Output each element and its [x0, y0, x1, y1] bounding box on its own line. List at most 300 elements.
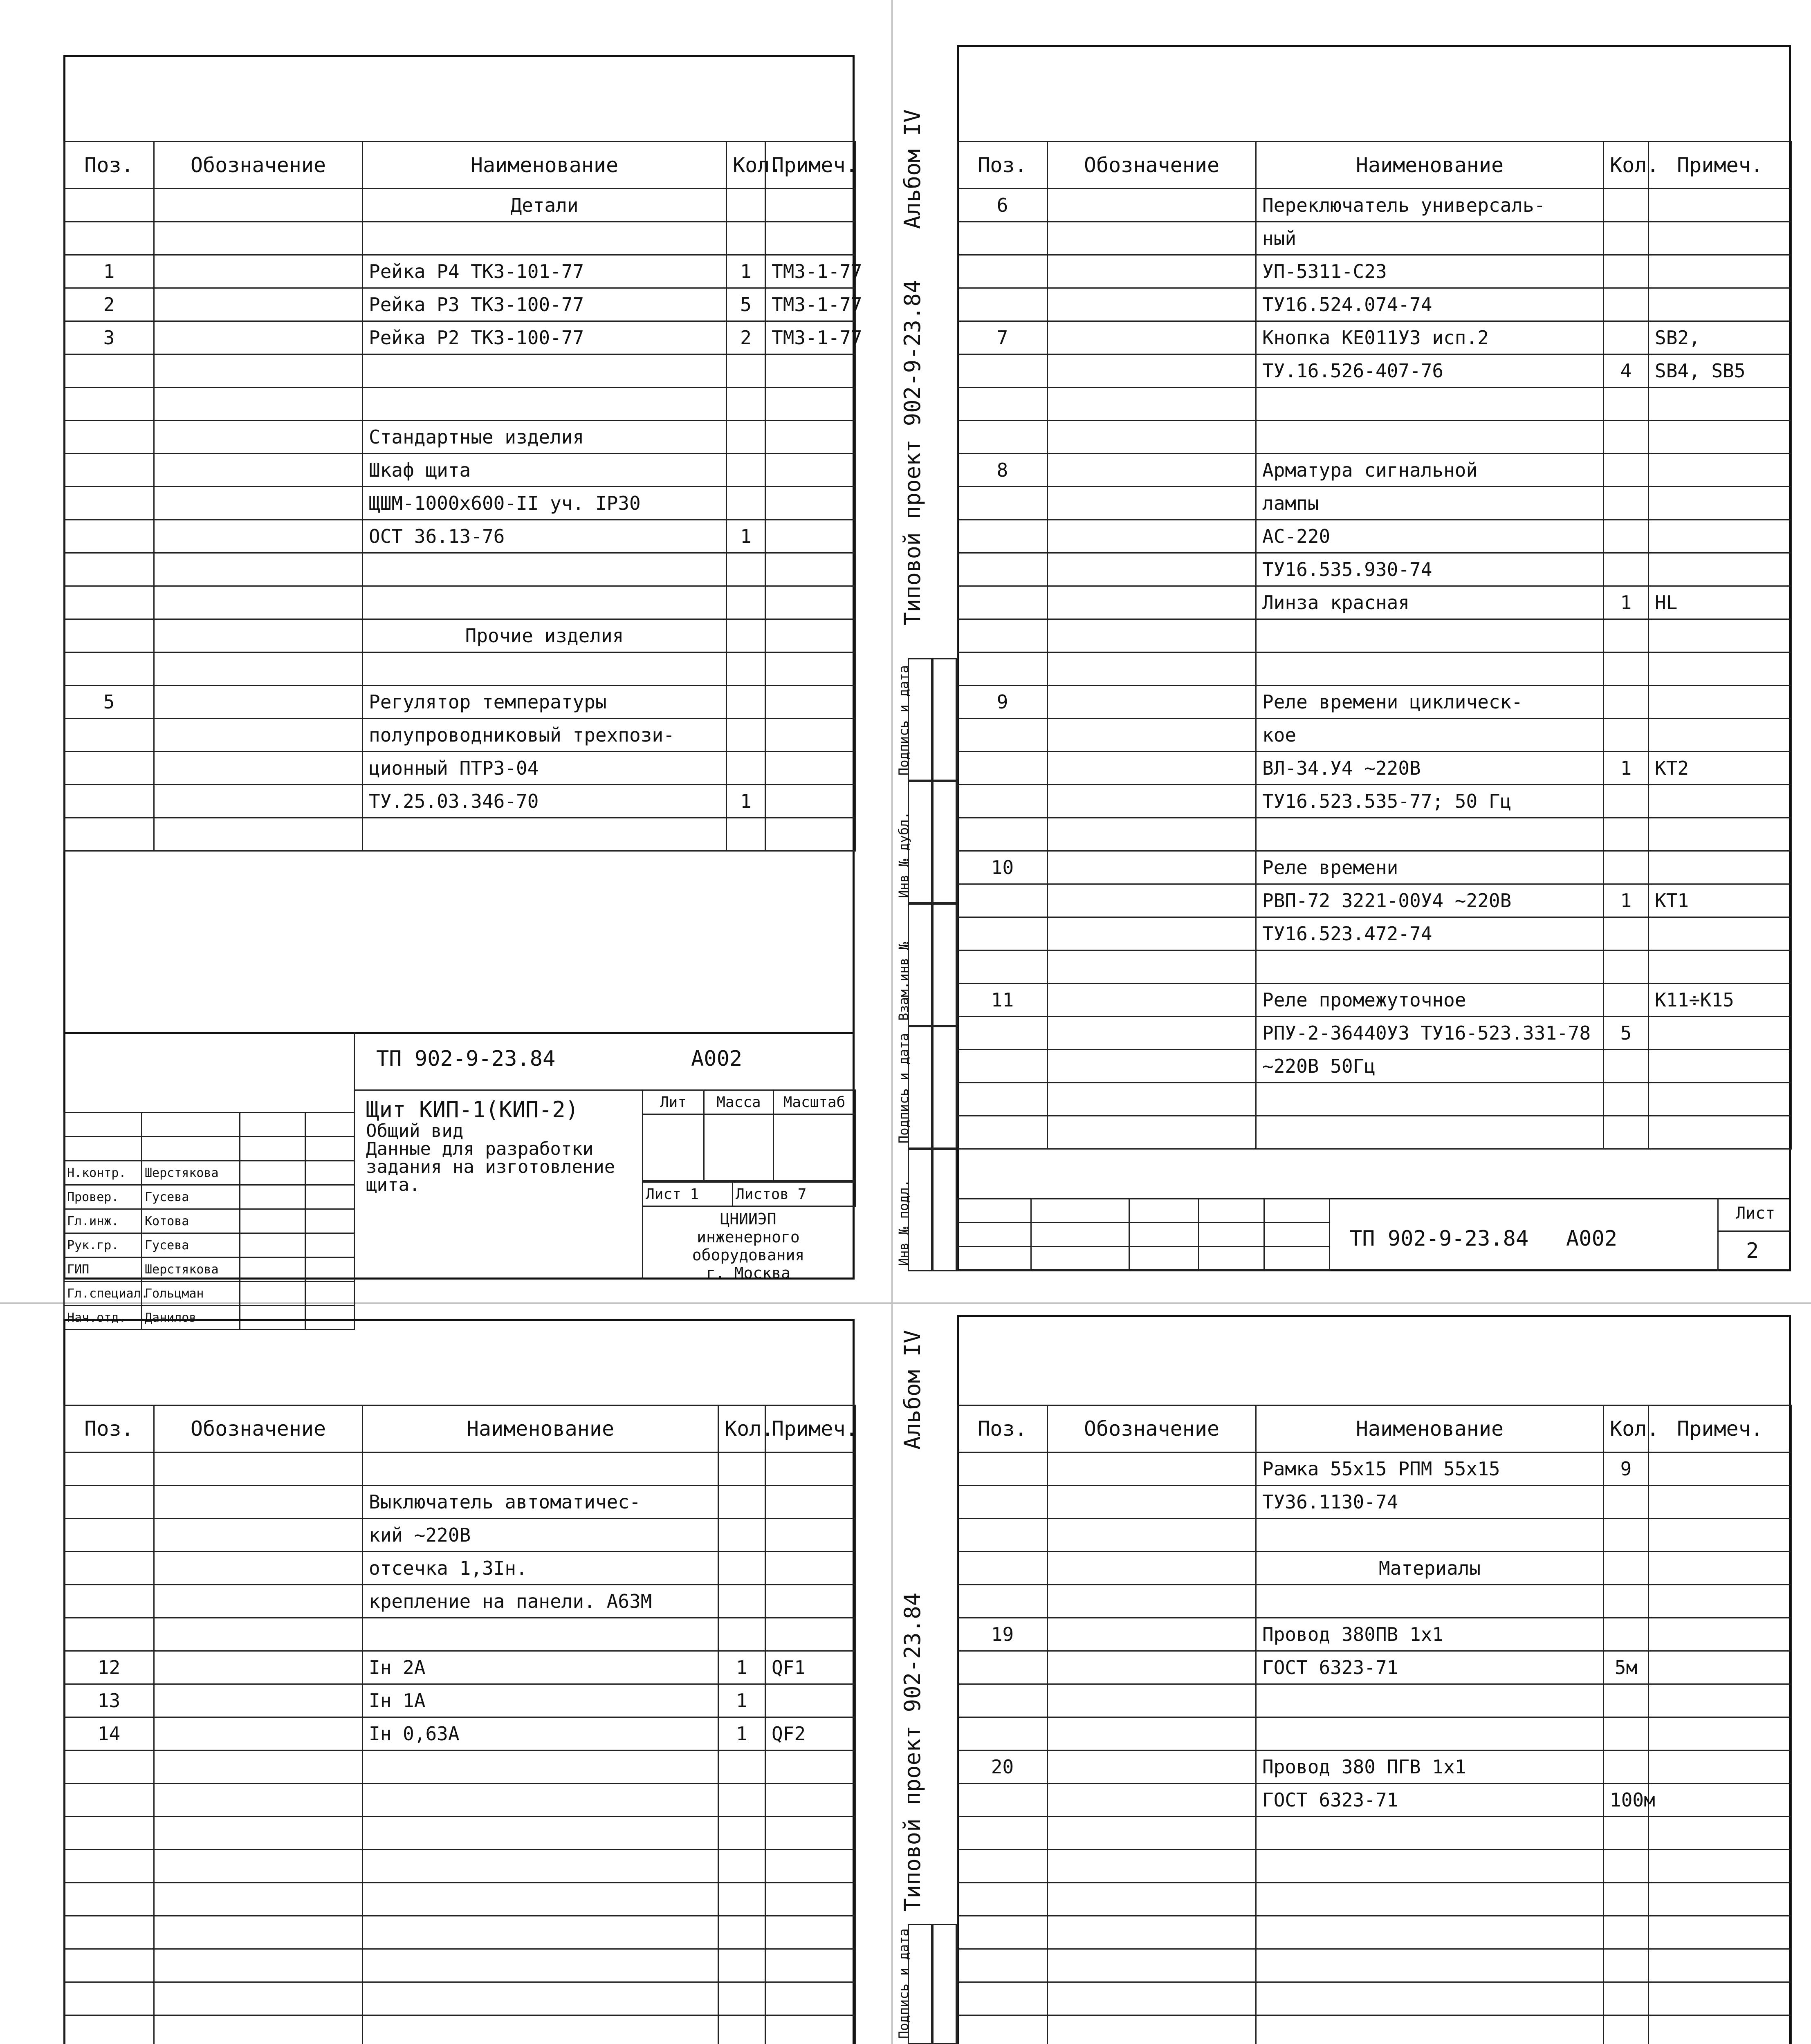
qty-cell [718, 1585, 765, 1618]
note-cell [1649, 553, 1792, 586]
pos-cell [958, 487, 1048, 520]
pos-cell [64, 354, 154, 388]
side-stamp-value-cell [932, 1026, 957, 1149]
qty-cell [1604, 1750, 1649, 1784]
designation-cell [1048, 1850, 1256, 1883]
designation-cell [154, 1717, 363, 1750]
pos-cell [64, 520, 154, 553]
pos-cell [958, 1916, 1048, 1949]
pos-cell [958, 1519, 1048, 1552]
designation-cell [154, 1982, 363, 2015]
sheet-1-org [646, 1210, 851, 1282]
name-cell: кое [1256, 719, 1604, 752]
side-stamp-cell [896, 903, 932, 1026]
note-cell: SB4, SB5 [1649, 354, 1792, 388]
signature-row [64, 1185, 355, 1209]
table-row [958, 421, 1792, 454]
sheet-4-side-stamp [896, 1924, 957, 2044]
name-cell: Переключатель универсаль- [1256, 189, 1604, 222]
note-cell [765, 520, 855, 553]
sheet-1-sheets-table [642, 1181, 856, 1207]
role-cell: Провер. [64, 1185, 142, 1209]
signature-cell [240, 1209, 305, 1233]
name-cell [1256, 652, 1604, 686]
pos-cell [64, 1883, 154, 1916]
name-cell [363, 1784, 718, 1817]
sheet-4-project: Типовой проект 902-23.84 [900, 1592, 925, 1912]
header-designation: Обозначение [154, 1405, 363, 1452]
name-cell [1256, 1817, 1604, 1850]
table-row [958, 454, 1792, 487]
designation-cell [1048, 950, 1256, 984]
name-cell [363, 2015, 718, 2044]
sheet-label: Лист 1 [643, 1182, 733, 1206]
pos-cell [958, 288, 1048, 321]
designation-cell [1048, 1452, 1256, 1486]
tb-divider [1717, 1198, 1719, 1271]
qty-cell [1604, 454, 1649, 487]
table-row [958, 1817, 1792, 1850]
qty-cell [718, 1949, 765, 1982]
name-cell: Реле времени циклическ- [1256, 686, 1604, 719]
header-qty: Кол. [1604, 1405, 1649, 1452]
table-row [958, 1982, 1792, 2015]
designation-cell [154, 1585, 363, 1618]
name-cell: АС-220 [1256, 520, 1604, 553]
designation-cell [1048, 586, 1256, 619]
sheet-4 [891, 1302, 1811, 2044]
qty-cell: 5 [727, 288, 765, 321]
table-row [958, 321, 1792, 354]
note-cell [1649, 652, 1792, 686]
note-cell [1649, 487, 1792, 520]
designation-cell [154, 752, 363, 785]
spec-header-row [64, 1405, 855, 1452]
name-cell: ТУ16.523.535-77; 50 Гц [1256, 785, 1604, 818]
qty-cell [1604, 1982, 1649, 2015]
table-row [958, 1684, 1792, 1717]
qty-cell: 1 [718, 1717, 765, 1750]
pos-cell [958, 520, 1048, 553]
person-cell: Гусева [142, 1233, 240, 1257]
name-cell [363, 586, 727, 619]
note-cell [765, 752, 855, 785]
side-stamp-cell [896, 1149, 932, 1271]
qty-cell [1604, 619, 1649, 652]
person-cell: Гольцман [142, 1282, 240, 1306]
sheet-1-code: ТП 902-9-23.84 [376, 1047, 556, 1071]
table-row [958, 1949, 1792, 1982]
date-cell [305, 1282, 355, 1306]
header-qty: Кол. [718, 1405, 765, 1452]
designation-cell [1048, 686, 1256, 719]
note-cell [1649, 1949, 1792, 1982]
name-cell: ГОСТ 6323-71 [1256, 1784, 1604, 1817]
table-row [64, 1850, 855, 1883]
qty-cell [1604, 1684, 1649, 1717]
note-cell [1649, 421, 1792, 454]
header-pos: Поз. [958, 1405, 1048, 1452]
qty-cell [1604, 1717, 1649, 1750]
designation-cell [1048, 1949, 1256, 1982]
name-cell: Детали [363, 189, 727, 222]
table-row [958, 553, 1792, 586]
note-cell: QF1 [765, 1651, 855, 1684]
signature-cell [64, 1137, 142, 1161]
pos-cell [958, 1982, 1048, 2015]
pos-cell [64, 553, 154, 586]
title-line: щита. [366, 1174, 420, 1195]
table-row [958, 1552, 1792, 1585]
note-cell [1649, 520, 1792, 553]
name-cell: Выключатель автоматичес- [363, 1486, 718, 1519]
signature-cell [305, 1137, 355, 1161]
pos-cell [64, 1452, 154, 1486]
table-row [64, 520, 855, 553]
pos-cell [64, 222, 154, 255]
designation-cell [1048, 719, 1256, 752]
note-cell: КТ1 [1649, 884, 1792, 917]
note-cell [1649, 1519, 1792, 1552]
designation-cell [154, 487, 363, 520]
table-row [958, 1651, 1792, 1684]
note-cell [1649, 818, 1792, 851]
designation-cell [1048, 1083, 1256, 1116]
qty-cell: 1 [1604, 884, 1649, 917]
qty-cell [727, 354, 765, 388]
table-row [64, 1452, 855, 1486]
pos-cell: 13 [64, 1684, 154, 1717]
name-cell: Рамка 55х15 РПМ 55х15 [1256, 1452, 1604, 1486]
designation-cell [1048, 255, 1256, 288]
pos-cell [64, 652, 154, 686]
name-cell [363, 1916, 718, 1949]
name-cell: ТУ16.535.930-74 [1256, 553, 1604, 586]
name-cell: Регулятор температуры [363, 686, 727, 719]
name-cell [363, 388, 727, 421]
spec-header-row [64, 142, 855, 189]
note-cell [1649, 719, 1792, 752]
note-cell [1649, 454, 1792, 487]
designation-cell [154, 388, 363, 421]
table-row [64, 1651, 855, 1684]
note-cell [1649, 1486, 1792, 1519]
name-cell: Рейка Р3 ТК3-100-77 [363, 288, 727, 321]
header-qty: Кол. [727, 142, 765, 189]
date-cell [305, 1209, 355, 1233]
table-row [64, 255, 855, 288]
designation-cell [154, 785, 363, 818]
role-cell: Гл.специал. [64, 1282, 142, 1306]
pos-cell: 19 [958, 1618, 1048, 1651]
designation-cell [1048, 984, 1256, 1017]
note-cell [1649, 1452, 1792, 1486]
note-cell: SB2, [1649, 321, 1792, 354]
name-cell [363, 818, 727, 851]
note-cell [765, 686, 855, 719]
table-row [958, 1717, 1792, 1750]
pos-cell [64, 1585, 154, 1618]
designation-cell [154, 321, 363, 354]
table-row [64, 818, 855, 851]
table-row [64, 1916, 855, 1949]
name-cell: Линза красная [1256, 586, 1604, 619]
pos-cell [958, 1883, 1048, 1916]
person-cell: Шерстякова [142, 1161, 240, 1185]
designation-cell [154, 1750, 363, 1784]
table-row [64, 1982, 855, 2015]
table-row [958, 818, 1792, 851]
side-stamp-label: Подпись и дата [896, 665, 911, 775]
note-cell [765, 652, 855, 686]
table-row [64, 1684, 855, 1717]
sheet-2 [891, 0, 1811, 1302]
qty-cell [718, 1850, 765, 1883]
designation-cell [154, 1949, 363, 1982]
date-cell [305, 1161, 355, 1185]
table-row [64, 752, 855, 785]
qty-cell [1604, 719, 1649, 752]
name-cell [1256, 1116, 1604, 1149]
table-row [958, 388, 1792, 421]
name-cell [363, 354, 727, 388]
pos-cell [958, 917, 1048, 950]
qty-cell [1604, 553, 1649, 586]
qty-cell [1604, 288, 1649, 321]
qty-cell [1604, 1486, 1649, 1519]
designation-cell [154, 1519, 363, 1552]
note-cell [1649, 189, 1792, 222]
qty-cell [1604, 520, 1649, 553]
note-cell [1649, 1982, 1792, 2015]
note-cell [1649, 1050, 1792, 1083]
table-row [958, 652, 1792, 686]
name-cell: Провод 380ПВ 1х1 [1256, 1618, 1604, 1651]
sheet-1-title [366, 1098, 615, 1194]
pos-cell [64, 1949, 154, 1982]
designation-cell [1048, 884, 1256, 917]
note-cell [765, 421, 855, 454]
qty-cell: 1 [718, 1684, 765, 1717]
table-row [958, 917, 1792, 950]
pos-cell: 12 [64, 1651, 154, 1684]
name-cell: Кнопка КЕ011У3 исп.2 [1256, 321, 1604, 354]
sheet-2-spec-table [957, 141, 1792, 1150]
header-name: Наименование [363, 1405, 718, 1452]
designation-cell [154, 1684, 363, 1717]
pos-cell [64, 1486, 154, 1519]
note-cell [765, 189, 855, 222]
person-cell: Данилов [142, 1306, 240, 1330]
signature-row [64, 1113, 355, 1137]
qty-cell [1604, 2015, 1649, 2044]
qty-cell [1604, 421, 1649, 454]
pos-cell [64, 719, 154, 752]
table-row [958, 1850, 1792, 1883]
qty-cell [727, 619, 765, 652]
note-cell [1649, 1585, 1792, 1618]
signature-row [64, 1137, 355, 1161]
side-stamp-cell [896, 1026, 932, 1149]
note-cell [765, 1883, 855, 1916]
designation-cell [154, 818, 363, 851]
name-cell [1256, 619, 1604, 652]
header-pos: Поз. [64, 1405, 154, 1452]
qty-cell [1604, 1519, 1649, 1552]
note-cell: QF2 [765, 1717, 855, 1750]
note-cell: К11÷К15 [1649, 984, 1792, 1017]
name-cell: кий ~220В [363, 1519, 718, 1552]
person-cell: Шерстякова [142, 1257, 240, 1282]
spec-header-row [958, 1405, 1792, 1452]
table-row [958, 1883, 1792, 1916]
sheet-2-code: ТП 902-9-23.84 [1349, 1226, 1529, 1251]
pos-cell [64, 1916, 154, 1949]
table-row [958, 1519, 1792, 1552]
pos-cell [958, 950, 1048, 984]
qty-cell [1604, 1552, 1649, 1585]
designation-cell [154, 1916, 363, 1949]
sheet-2-list-no: 2 [1746, 1239, 1759, 1263]
scale-cell [774, 1114, 855, 1181]
side-stamp-value-cell [932, 903, 957, 1026]
name-cell: РПУ-2-36440У3 ТУ16-523.331-78 [1256, 1017, 1604, 1050]
side-stamp-cell [896, 658, 932, 781]
note-cell [765, 1817, 855, 1850]
signature-row [64, 1233, 355, 1257]
designation-cell [154, 652, 363, 686]
qty-cell [727, 553, 765, 586]
signature-row [64, 1282, 355, 1306]
qty-cell [718, 1883, 765, 1916]
pos-cell [958, 752, 1048, 785]
note-cell [765, 818, 855, 851]
pos-cell: 1 [64, 255, 154, 288]
name-cell: ционный ПТР3-04 [363, 752, 727, 785]
qty-cell: 5м [1604, 1651, 1649, 1684]
table-row [64, 553, 855, 586]
designation-cell [154, 520, 363, 553]
name-cell [1256, 950, 1604, 984]
sheet-1 [0, 0, 891, 1325]
signature-cell [240, 1257, 305, 1282]
pos-cell [64, 1519, 154, 1552]
note-cell [765, 1618, 855, 1651]
note-cell [1649, 619, 1792, 652]
pos-cell [64, 586, 154, 619]
qty-cell [1604, 1850, 1649, 1883]
name-cell [363, 1618, 718, 1651]
side-stamp-value-cell [932, 1924, 957, 2044]
name-cell [1256, 1949, 1604, 1982]
qty-cell [1604, 1883, 1649, 1916]
signature-cell [142, 1113, 240, 1137]
qty-cell [727, 686, 765, 719]
table-row [64, 652, 855, 686]
pos-cell [958, 884, 1048, 917]
name-cell: ТУ16.523.472-74 [1256, 917, 1604, 950]
pos-cell [958, 1817, 1048, 1850]
note-cell [1649, 1750, 1792, 1784]
name-cell [363, 652, 727, 686]
table-row [64, 1949, 855, 1982]
qty-cell [1604, 222, 1649, 255]
designation-cell [1048, 1916, 1256, 1949]
tb-divider [354, 1032, 355, 1280]
name-cell [363, 222, 727, 255]
lit-cell [643, 1114, 704, 1181]
header-note: Примеч. [1649, 1405, 1792, 1452]
sheet-3 [0, 1302, 891, 2044]
qty-cell: 9 [1604, 1452, 1649, 1486]
name-cell [1256, 1585, 1604, 1618]
table-row [958, 586, 1792, 619]
qty-cell [1604, 1116, 1649, 1149]
qty-cell: 1 [727, 520, 765, 553]
name-cell [1256, 1883, 1604, 1916]
signature-cell [240, 1161, 305, 1185]
designation-cell [1048, 1784, 1256, 1817]
designation-cell [1048, 1017, 1256, 1050]
qty-cell [1604, 388, 1649, 421]
side-stamp-label: Инв № подл. [896, 1179, 911, 1266]
name-cell [363, 1949, 718, 1982]
pos-cell [958, 719, 1048, 752]
sheets-label: Листов 7 [733, 1182, 855, 1206]
sheet-2-rev-table [957, 1198, 1330, 1271]
name-cell: ТУ.16.526-407-76 [1256, 354, 1604, 388]
designation-cell [154, 553, 363, 586]
pos-cell [64, 752, 154, 785]
note-cell [1649, 1552, 1792, 1585]
pos-cell [64, 454, 154, 487]
qty-cell [1604, 686, 1649, 719]
pos-cell [958, 1050, 1048, 1083]
pos-cell [958, 1949, 1048, 1982]
name-cell [363, 1452, 718, 1486]
pos-cell [958, 652, 1048, 686]
name-cell: ОСТ 36.13-76 [363, 520, 727, 553]
qty-cell: 2 [727, 321, 765, 354]
sheet-3-spec-table [63, 1405, 856, 2044]
pos-cell [958, 553, 1048, 586]
pos-cell [958, 1717, 1048, 1750]
signature-cell [305, 1113, 355, 1137]
table-row [958, 1585, 1792, 1618]
note-cell [1649, 1817, 1792, 1850]
qty-cell [727, 189, 765, 222]
table-row [64, 785, 855, 818]
table-row [64, 1618, 855, 1651]
qty-cell [1604, 189, 1649, 222]
table-row [958, 950, 1792, 984]
table-row [958, 487, 1792, 520]
qty-cell: 1 [718, 1651, 765, 1684]
name-cell [1256, 1850, 1604, 1883]
table-row [64, 686, 855, 719]
sheet-4-spec-table [957, 1405, 1792, 2044]
table-row [958, 851, 1792, 884]
table-row [958, 1916, 1792, 1949]
name-cell [1256, 388, 1604, 421]
name-cell [363, 1850, 718, 1883]
table-row [64, 321, 855, 354]
table-row [64, 586, 855, 619]
name-cell: полупроводниковый трехпози- [363, 719, 727, 752]
pos-cell [958, 1017, 1048, 1050]
qty-cell: 4 [1604, 354, 1649, 388]
note-cell [1649, 785, 1792, 818]
